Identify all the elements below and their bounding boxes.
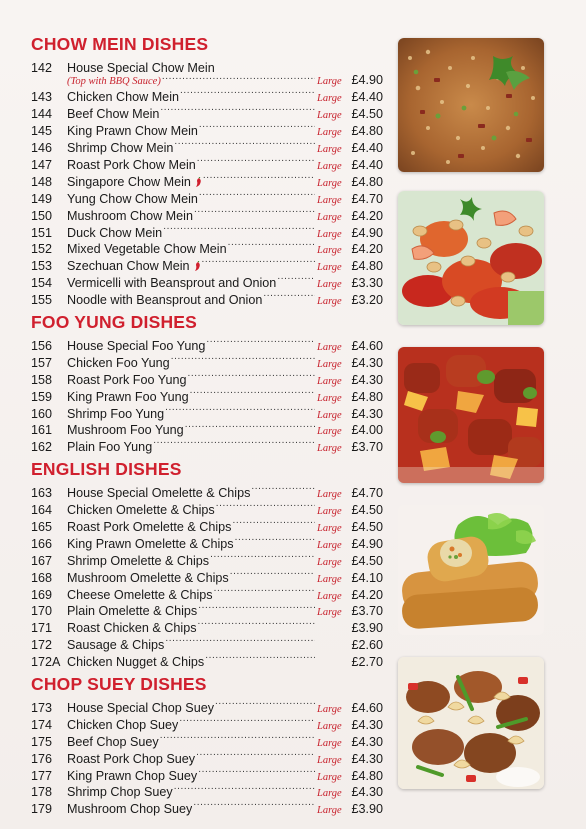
item-number: 162	[31, 440, 53, 455]
section-title: CHOP SUEY DISHES	[31, 674, 207, 695]
item-size: Large	[317, 539, 342, 551]
item-size: Large	[317, 522, 342, 534]
photo-kung-pao-prawns	[398, 191, 544, 325]
item-size: Large	[317, 177, 342, 189]
photo-sweet-and-sour	[398, 347, 544, 483]
dot-leader	[174, 135, 315, 152]
dot-leader	[205, 649, 315, 666]
section-title: FOO YUNG DISHES	[31, 312, 198, 333]
dot-leader	[198, 615, 316, 632]
menu-item	[31, 480, 383, 501]
item-number: 148	[31, 174, 53, 189]
item-price: £2.60	[351, 638, 383, 653]
item-size: Large	[317, 76, 342, 88]
item-name: House Special Chow Mein	[67, 60, 215, 75]
menu-item	[31, 333, 383, 353]
item-size: Large	[317, 771, 342, 783]
item-name: Mushroom Chop Suey	[67, 802, 193, 817]
item-number: 147	[31, 157, 53, 172]
item-size: Large	[317, 194, 342, 206]
item-price: £4.50	[351, 107, 383, 122]
item-price: £4.60	[351, 338, 383, 353]
item-number: 168	[31, 570, 53, 585]
dot-leader	[160, 729, 315, 746]
item-name: Plain Omelette & Chips	[67, 604, 198, 619]
item-name: House Special Chop Suey	[67, 700, 215, 715]
dot-leader	[179, 712, 315, 729]
item-price: £4.20	[351, 587, 383, 602]
item-name: Yung Chow Chow Mein	[67, 191, 198, 206]
item-name: Shrimp Chow Mein	[67, 141, 174, 156]
item-size: Large	[317, 93, 342, 105]
item-price: £4.30	[351, 734, 383, 749]
dot-leader	[199, 118, 315, 135]
item-size: Large	[317, 409, 342, 421]
item-number: 154	[31, 276, 53, 291]
dot-leader	[162, 72, 315, 85]
item-price: £4.40	[351, 90, 383, 105]
fried-rice-image	[398, 38, 544, 172]
dot-leader	[180, 84, 315, 101]
kung-pao-prawns-image	[398, 191, 544, 325]
item-name: Vermicelli with Beansprout and Onion	[67, 276, 277, 291]
item-number: 144	[31, 107, 53, 122]
dot-leader	[193, 796, 315, 813]
item-number: 173	[31, 700, 53, 715]
item-size: Large	[317, 754, 342, 766]
item-number: 175	[31, 734, 53, 749]
dot-leader	[202, 253, 315, 270]
photo-chicken-cashew	[398, 657, 544, 789]
item-number: 172	[31, 638, 53, 653]
section-foo-yung	[31, 311, 383, 455]
item-name: Chicken Nugget & Chips	[67, 655, 205, 670]
item-size: Large	[317, 127, 342, 139]
item-name: Roast Chicken & Chips	[67, 621, 197, 636]
dot-leader	[196, 746, 315, 763]
item-name: Sausage & Chips	[67, 638, 165, 653]
item-price: £4.80	[351, 768, 383, 783]
item-number: 172A	[31, 655, 61, 670]
item-name: Mushroom Omelette & Chips	[67, 570, 229, 585]
item-size: Large	[317, 788, 342, 800]
item-size: Large	[317, 296, 342, 308]
item-price: £4.80	[351, 259, 383, 274]
dot-leader	[198, 763, 315, 780]
item-size: Large	[317, 426, 342, 438]
item-number: 146	[31, 141, 53, 156]
item-name: Roast Pork Foo Yung	[67, 372, 187, 387]
item-number: 167	[31, 553, 53, 568]
item-price: £2.70	[351, 655, 383, 670]
item-size: Large	[317, 144, 342, 156]
spring-rolls-image	[398, 505, 544, 635]
dot-leader	[230, 565, 315, 582]
photo-fried-rice	[398, 38, 544, 172]
item-size: Large	[317, 262, 342, 274]
item-number: 155	[31, 293, 53, 308]
item-price: £4.30	[351, 785, 383, 800]
item-size: Large	[317, 703, 342, 715]
item-number: 176	[31, 751, 53, 766]
menu-item	[31, 55, 383, 75]
section-chop-suey	[31, 673, 383, 817]
item-name: King Prawn Chow Mein	[67, 124, 198, 139]
item-size: Large	[317, 110, 342, 122]
dot-leader	[216, 497, 315, 514]
item-name: Chicken Chow Mein	[67, 90, 179, 105]
dot-leader	[165, 401, 315, 418]
dot-leader	[153, 434, 315, 451]
dot-leader	[190, 384, 315, 401]
item-name: Shrimp Foo Yung	[67, 406, 165, 421]
item-number: 150	[31, 208, 53, 223]
item-number: 179	[31, 802, 53, 817]
item-size: Large	[317, 341, 342, 353]
item-price: £4.40	[351, 141, 383, 156]
item-price: £4.30	[351, 717, 383, 732]
chicken-cashew-image	[398, 657, 544, 789]
item-price: £4.30	[351, 406, 383, 421]
dot-leader	[185, 418, 315, 435]
item-number: 177	[31, 768, 53, 783]
item-price: £4.50	[351, 553, 383, 568]
dot-leader	[210, 548, 315, 565]
menu-item	[31, 695, 383, 715]
dot-leader	[277, 270, 315, 287]
item-number: 145	[31, 124, 53, 139]
item-size: Large	[317, 607, 342, 619]
dot-leader	[215, 695, 315, 712]
item-number: 151	[31, 225, 53, 240]
item-name: Shrimp Chop Suey	[67, 785, 173, 800]
item-price: £4.10	[351, 570, 383, 585]
item-name: Beef Chow Mein	[67, 107, 160, 122]
dot-leader	[232, 514, 315, 531]
item-name: Szechuan Chow Mein	[67, 259, 190, 274]
section-english	[31, 458, 383, 670]
item-name: Mushroom Foo Yung	[67, 423, 184, 438]
item-name: Duck Chow Mein	[67, 225, 163, 240]
dot-leader	[199, 186, 315, 203]
item-price: £4.90	[351, 225, 383, 240]
item-price: £4.60	[351, 700, 383, 715]
item-price: £4.50	[351, 503, 383, 518]
item-price: £4.80	[351, 389, 383, 404]
photo-spring-rolls	[398, 505, 544, 635]
item-number: 158	[31, 372, 53, 387]
section-title: ENGLISH DISHES	[31, 459, 182, 480]
item-size: Large	[317, 556, 342, 568]
item-price: £4.30	[351, 372, 383, 387]
item-number: 174	[31, 717, 53, 732]
item-size: Large	[317, 489, 342, 501]
item-number: 178	[31, 785, 53, 800]
dot-leader	[228, 237, 315, 254]
dot-leader	[251, 480, 315, 497]
item-size: Large	[317, 211, 342, 223]
item-name: Chicken Foo Yung	[67, 355, 170, 370]
dot-leader	[235, 531, 315, 548]
item-price: £4.20	[351, 242, 383, 257]
section-title: CHOW MEIN DISHES	[31, 34, 209, 54]
item-price: £4.80	[351, 124, 383, 139]
item-number: 157	[31, 355, 53, 370]
item-price: £3.70	[351, 604, 383, 619]
section-chow-mein	[31, 33, 383, 308]
item-price: £4.00	[351, 423, 383, 438]
item-name: Beef Chop Suey	[67, 734, 159, 749]
item-name: Mixed Vegetable Chow Mein	[67, 242, 227, 257]
item-number: 170	[31, 604, 53, 619]
menu-column	[31, 33, 383, 817]
item-price: £4.30	[351, 355, 383, 370]
item-name: Roast Pork Chow Mein	[67, 157, 196, 172]
item-number: 152	[31, 242, 53, 257]
item-size: Large	[317, 506, 342, 518]
item-price: £3.30	[351, 276, 383, 291]
dot-leader	[160, 101, 315, 118]
item-size: Large	[317, 279, 342, 291]
dot-leader	[214, 582, 315, 599]
dot-leader	[263, 287, 315, 304]
dot-leader	[206, 333, 315, 350]
item-name: Roast Pork Chop Suey	[67, 751, 196, 766]
item-price: £4.80	[351, 174, 383, 189]
item-size: Large	[317, 443, 342, 455]
item-number: 169	[31, 587, 53, 602]
item-note: (Top with BBQ Sauce)	[67, 76, 161, 88]
item-name: Plain Foo Yung	[67, 440, 153, 455]
item-number: 164	[31, 503, 53, 518]
item-size: Large	[317, 358, 342, 370]
item-number: 159	[31, 389, 53, 404]
item-number: 163	[31, 486, 53, 501]
dot-leader	[197, 152, 315, 169]
dot-leader	[187, 367, 315, 384]
item-number: 142	[31, 60, 53, 75]
item-name: Chicken Omelette & Chips	[67, 503, 215, 518]
item-size: Large	[317, 160, 342, 172]
item-size: Large	[317, 590, 342, 602]
item-size: Large	[317, 375, 342, 387]
item-price: £3.70	[351, 440, 383, 455]
item-price: £3.90	[351, 802, 383, 817]
item-size: Large	[317, 392, 342, 404]
item-number: 165	[31, 519, 53, 534]
dot-leader	[203, 169, 315, 186]
item-price: £4.70	[351, 191, 383, 206]
chili-pepper-icon	[194, 261, 201, 271]
item-size: Large	[317, 737, 342, 749]
item-price: £4.30	[351, 751, 383, 766]
item-number: 161	[31, 423, 53, 438]
dot-leader	[194, 203, 315, 220]
item-number: 166	[31, 536, 53, 551]
item-size: Large	[317, 805, 342, 817]
item-number: 143	[31, 90, 53, 105]
item-number: 171	[31, 621, 53, 636]
item-name: Mushroom Chow Mein	[67, 208, 193, 223]
item-price: £4.40	[351, 157, 383, 172]
sweet-and-sour-image	[398, 347, 544, 483]
item-name: Chicken Chop Suey	[67, 717, 179, 732]
item-price: £3.90	[351, 621, 383, 636]
item-price: £4.50	[351, 519, 383, 534]
item-size: Large	[317, 228, 342, 240]
item-price: £3.20	[351, 293, 383, 308]
item-name: Roast Pork Omelette & Chips	[67, 519, 232, 534]
item-number: 149	[31, 191, 53, 206]
item-number: 156	[31, 338, 53, 353]
item-name: House Special Foo Yung	[67, 338, 206, 353]
dot-leader	[163, 220, 315, 237]
item-name: King Prawn Omelette & Chips	[67, 536, 234, 551]
item-number: 153	[31, 259, 53, 274]
item-number: 160	[31, 406, 53, 421]
item-price: £4.90	[351, 536, 383, 551]
item-price: £4.70	[351, 486, 383, 501]
item-name: Cheese Omelette & Chips	[67, 587, 213, 602]
item-name: Shrimp Omelette & Chips	[67, 553, 210, 568]
dot-leader	[165, 632, 315, 649]
item-name: Singapore Chow Mein	[67, 174, 191, 189]
dot-leader	[198, 599, 315, 616]
item-size: Large	[317, 720, 342, 732]
dot-leader	[171, 350, 315, 367]
item-name: House Special Omelette & Chips	[67, 486, 251, 501]
item-name: King Prawn Foo Yung	[67, 389, 189, 404]
item-price: £4.20	[351, 208, 383, 223]
item-name: Noodle with Beansprout and Onion	[67, 293, 263, 308]
item-name: King Prawn Chop Suey	[67, 768, 198, 783]
dot-leader	[174, 780, 315, 797]
item-size: Large	[317, 245, 342, 257]
item-price: £4.90	[351, 73, 383, 88]
item-size: Large	[317, 573, 342, 585]
